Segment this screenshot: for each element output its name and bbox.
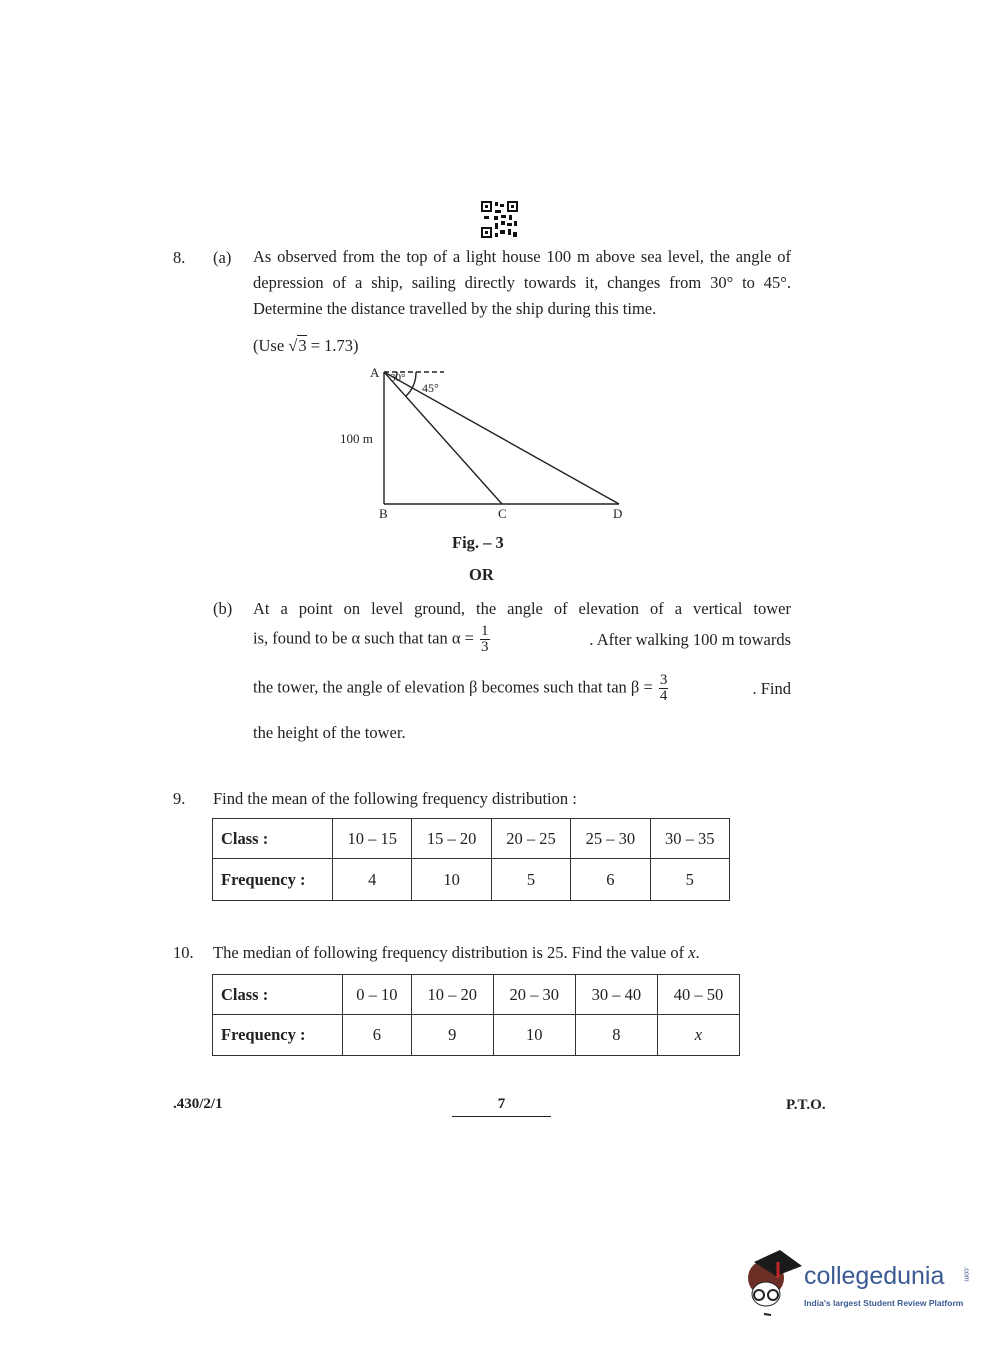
row-header: Frequency :: [213, 859, 333, 901]
text: is, found to be α such that tan α =: [253, 628, 479, 648]
table-cell: 15 – 20: [412, 819, 491, 859]
question-8b-line1: At a point on level ground, the angle of elevation of a vertical tower: [253, 599, 791, 618]
radicand: 3: [298, 336, 307, 355]
text: . After walking 100 m towards: [589, 629, 791, 649]
question-number: 8.: [173, 248, 186, 267]
angle-45-label: 45°: [422, 381, 439, 395]
angle-30-label: 30°: [390, 372, 406, 384]
class-row: [213, 819, 730, 859]
denominator: 3: [481, 639, 489, 655]
label-c: C: [498, 506, 507, 521]
brand-domain: .com: [962, 1266, 970, 1282]
frequency-table-q9: [212, 818, 730, 901]
table-cell: 10: [412, 859, 491, 901]
table-cell: 40 – 50: [657, 975, 739, 1015]
pto-label: P.T.O.: [786, 1097, 826, 1113]
text: .: [695, 943, 700, 962]
brand-tagline: India's largest Student Review Platform: [804, 1298, 964, 1308]
collegedunia-watermark: [744, 1250, 984, 1318]
hint-prefix: (Use: [253, 336, 289, 355]
numerator: 3: [659, 672, 668, 688]
row-header: Class :: [213, 819, 333, 859]
paper-code: .430/2/1: [173, 1096, 223, 1112]
sqrt-icon: √: [288, 336, 298, 355]
qr-code-icon: [481, 201, 518, 238]
question-8b-line4: the height of the tower.: [253, 723, 406, 742]
fraction-three-fourths: [659, 673, 669, 704]
mascot-logo-icon: [744, 1250, 802, 1316]
question-8b-line3: [253, 673, 791, 704]
frequency-row: [213, 859, 730, 901]
hint-text: [253, 336, 359, 356]
table-cell: 4: [333, 859, 412, 901]
numerator: 1: [481, 623, 489, 639]
table-cell: 5: [650, 859, 729, 901]
table-cell: x: [657, 1015, 739, 1056]
table-cell: 8: [575, 1015, 657, 1056]
question-8b-line2: [253, 624, 791, 655]
figure-3-diagram: [330, 360, 630, 525]
row-header: Class :: [213, 975, 343, 1015]
table-cell: 30 – 40: [575, 975, 657, 1015]
text: . Find: [752, 678, 791, 698]
table-cell: 10 – 20: [411, 975, 493, 1015]
page-number: 7: [452, 1096, 551, 1117]
frequency-table-q10: [212, 974, 740, 1056]
question-8a-text: As observed from the top of a light house 100 m above sea level, the angle of depression of a ship, sailing directly towards it, changes from 30° to 45°. Determine the distance travelled by the ship during this time.: [253, 247, 791, 318]
table-cell: 20 – 25: [491, 819, 570, 859]
question-number: 10.: [173, 943, 194, 962]
hint-suffix: = 1.73): [306, 336, 359, 355]
figure-caption: Fig. – 3: [452, 533, 504, 552]
or-separator: OR: [469, 565, 494, 584]
label-d: D: [613, 506, 623, 521]
part-label: (b): [213, 599, 233, 618]
table-cell: 20 – 30: [493, 975, 575, 1015]
frequency-row: [213, 1015, 740, 1056]
row-header: Frequency :: [213, 1015, 343, 1056]
table-cell: 0 – 10: [343, 975, 412, 1015]
table-cell: 10: [493, 1015, 575, 1056]
table-cell: 25 – 30: [571, 819, 650, 859]
table-cell: 5: [491, 859, 570, 901]
table-cell: 6: [571, 859, 650, 901]
table-cell: 9: [411, 1015, 493, 1056]
label-b: B: [379, 506, 388, 521]
table-cell: 6: [343, 1015, 412, 1056]
part-label: (a): [213, 248, 232, 267]
table-cell: 10 – 15: [333, 819, 412, 859]
text: the tower, the angle of elevation β becomes such that tan β =: [253, 677, 657, 697]
denominator: 4: [659, 688, 668, 704]
height-label: 100 m: [340, 431, 373, 446]
fraction-one-third: [480, 624, 490, 655]
question-9-text: Find the mean of the following frequency distribution :: [213, 789, 577, 808]
table-cell: 30 – 35: [650, 819, 729, 859]
question-10-text: [213, 943, 700, 963]
variable: x: [688, 943, 696, 962]
class-row: [213, 975, 740, 1015]
question-number: 9.: [173, 789, 186, 808]
text: The median of following frequency distribution is 25. Find the value of: [213, 943, 689, 962]
brand-name: collegedunia: [804, 1262, 945, 1290]
label-a: A: [370, 365, 380, 380]
